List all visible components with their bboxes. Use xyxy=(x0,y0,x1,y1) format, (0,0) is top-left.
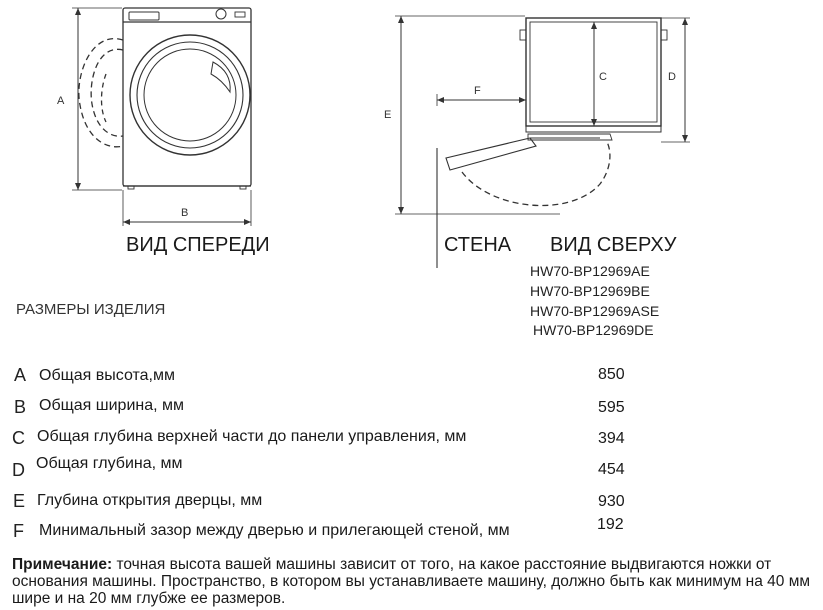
label-a: A xyxy=(57,95,65,107)
dimension-label: Общая глубина, мм xyxy=(36,455,183,472)
note-text: точная высота вашей машины зависит от того, на какое расстояние выдвигаются ножки от основания машины. Пространство, в котором вы устанавливаете машину, должно быть как минимум на 40 мм шире и на 20 мм глубже ее размеров. xyxy=(12,556,811,607)
dimension-letter: A xyxy=(14,365,27,385)
dimension-value: 930 xyxy=(598,493,625,510)
dimension-letter: E xyxy=(13,491,26,511)
dimension-drawing xyxy=(0,0,823,270)
top-view-caption: ВИД СВЕРХУ xyxy=(550,234,677,256)
label-b: B xyxy=(181,207,189,219)
label-f: F xyxy=(474,85,481,97)
model-item: HW70-BP12969AE xyxy=(530,263,650,279)
dimension-value: 850 xyxy=(598,366,625,383)
dimension-letter: B xyxy=(14,397,27,417)
note-paragraph xyxy=(12,556,812,607)
section-title: РАЗМЕРЫ ИЗДЕЛИЯ xyxy=(16,301,166,318)
label-e: E xyxy=(384,109,392,121)
dimension-letter: C xyxy=(12,428,25,448)
dimension-label: Общая глубина верхней части до панели управления, мм xyxy=(37,428,467,445)
dimension-label: Общая ширина, мм xyxy=(39,397,185,414)
top-view-drawing xyxy=(395,16,690,268)
dimension-value: 454 xyxy=(598,461,625,478)
dimension-label: Глубина открытия дверцы, мм xyxy=(37,492,263,509)
wall-caption: СТЕНА xyxy=(444,234,512,256)
front-view-caption: ВИД СПЕРЕДИ xyxy=(126,234,270,256)
dimension-letter: F xyxy=(13,521,24,541)
note-label: Примечание: xyxy=(12,556,113,573)
dimension-value: 394 xyxy=(598,430,625,447)
model-item: HW70-BP12969DE xyxy=(533,322,654,338)
dimension-label: Общая высота,мм xyxy=(39,367,175,384)
label-d: D xyxy=(668,71,676,83)
dimension-value: 595 xyxy=(598,399,625,416)
model-item: HW70-BP12969BE xyxy=(530,283,650,299)
front-view-drawing xyxy=(72,8,251,226)
dimension-value: 192 xyxy=(597,516,624,533)
model-item: HW70-BP12969ASE xyxy=(530,303,660,319)
label-c: C xyxy=(599,71,607,83)
dimension-letter: D xyxy=(12,460,25,480)
dimension-label: Минимальный зазор между дверью и прилегающей стеной, мм xyxy=(39,522,510,539)
